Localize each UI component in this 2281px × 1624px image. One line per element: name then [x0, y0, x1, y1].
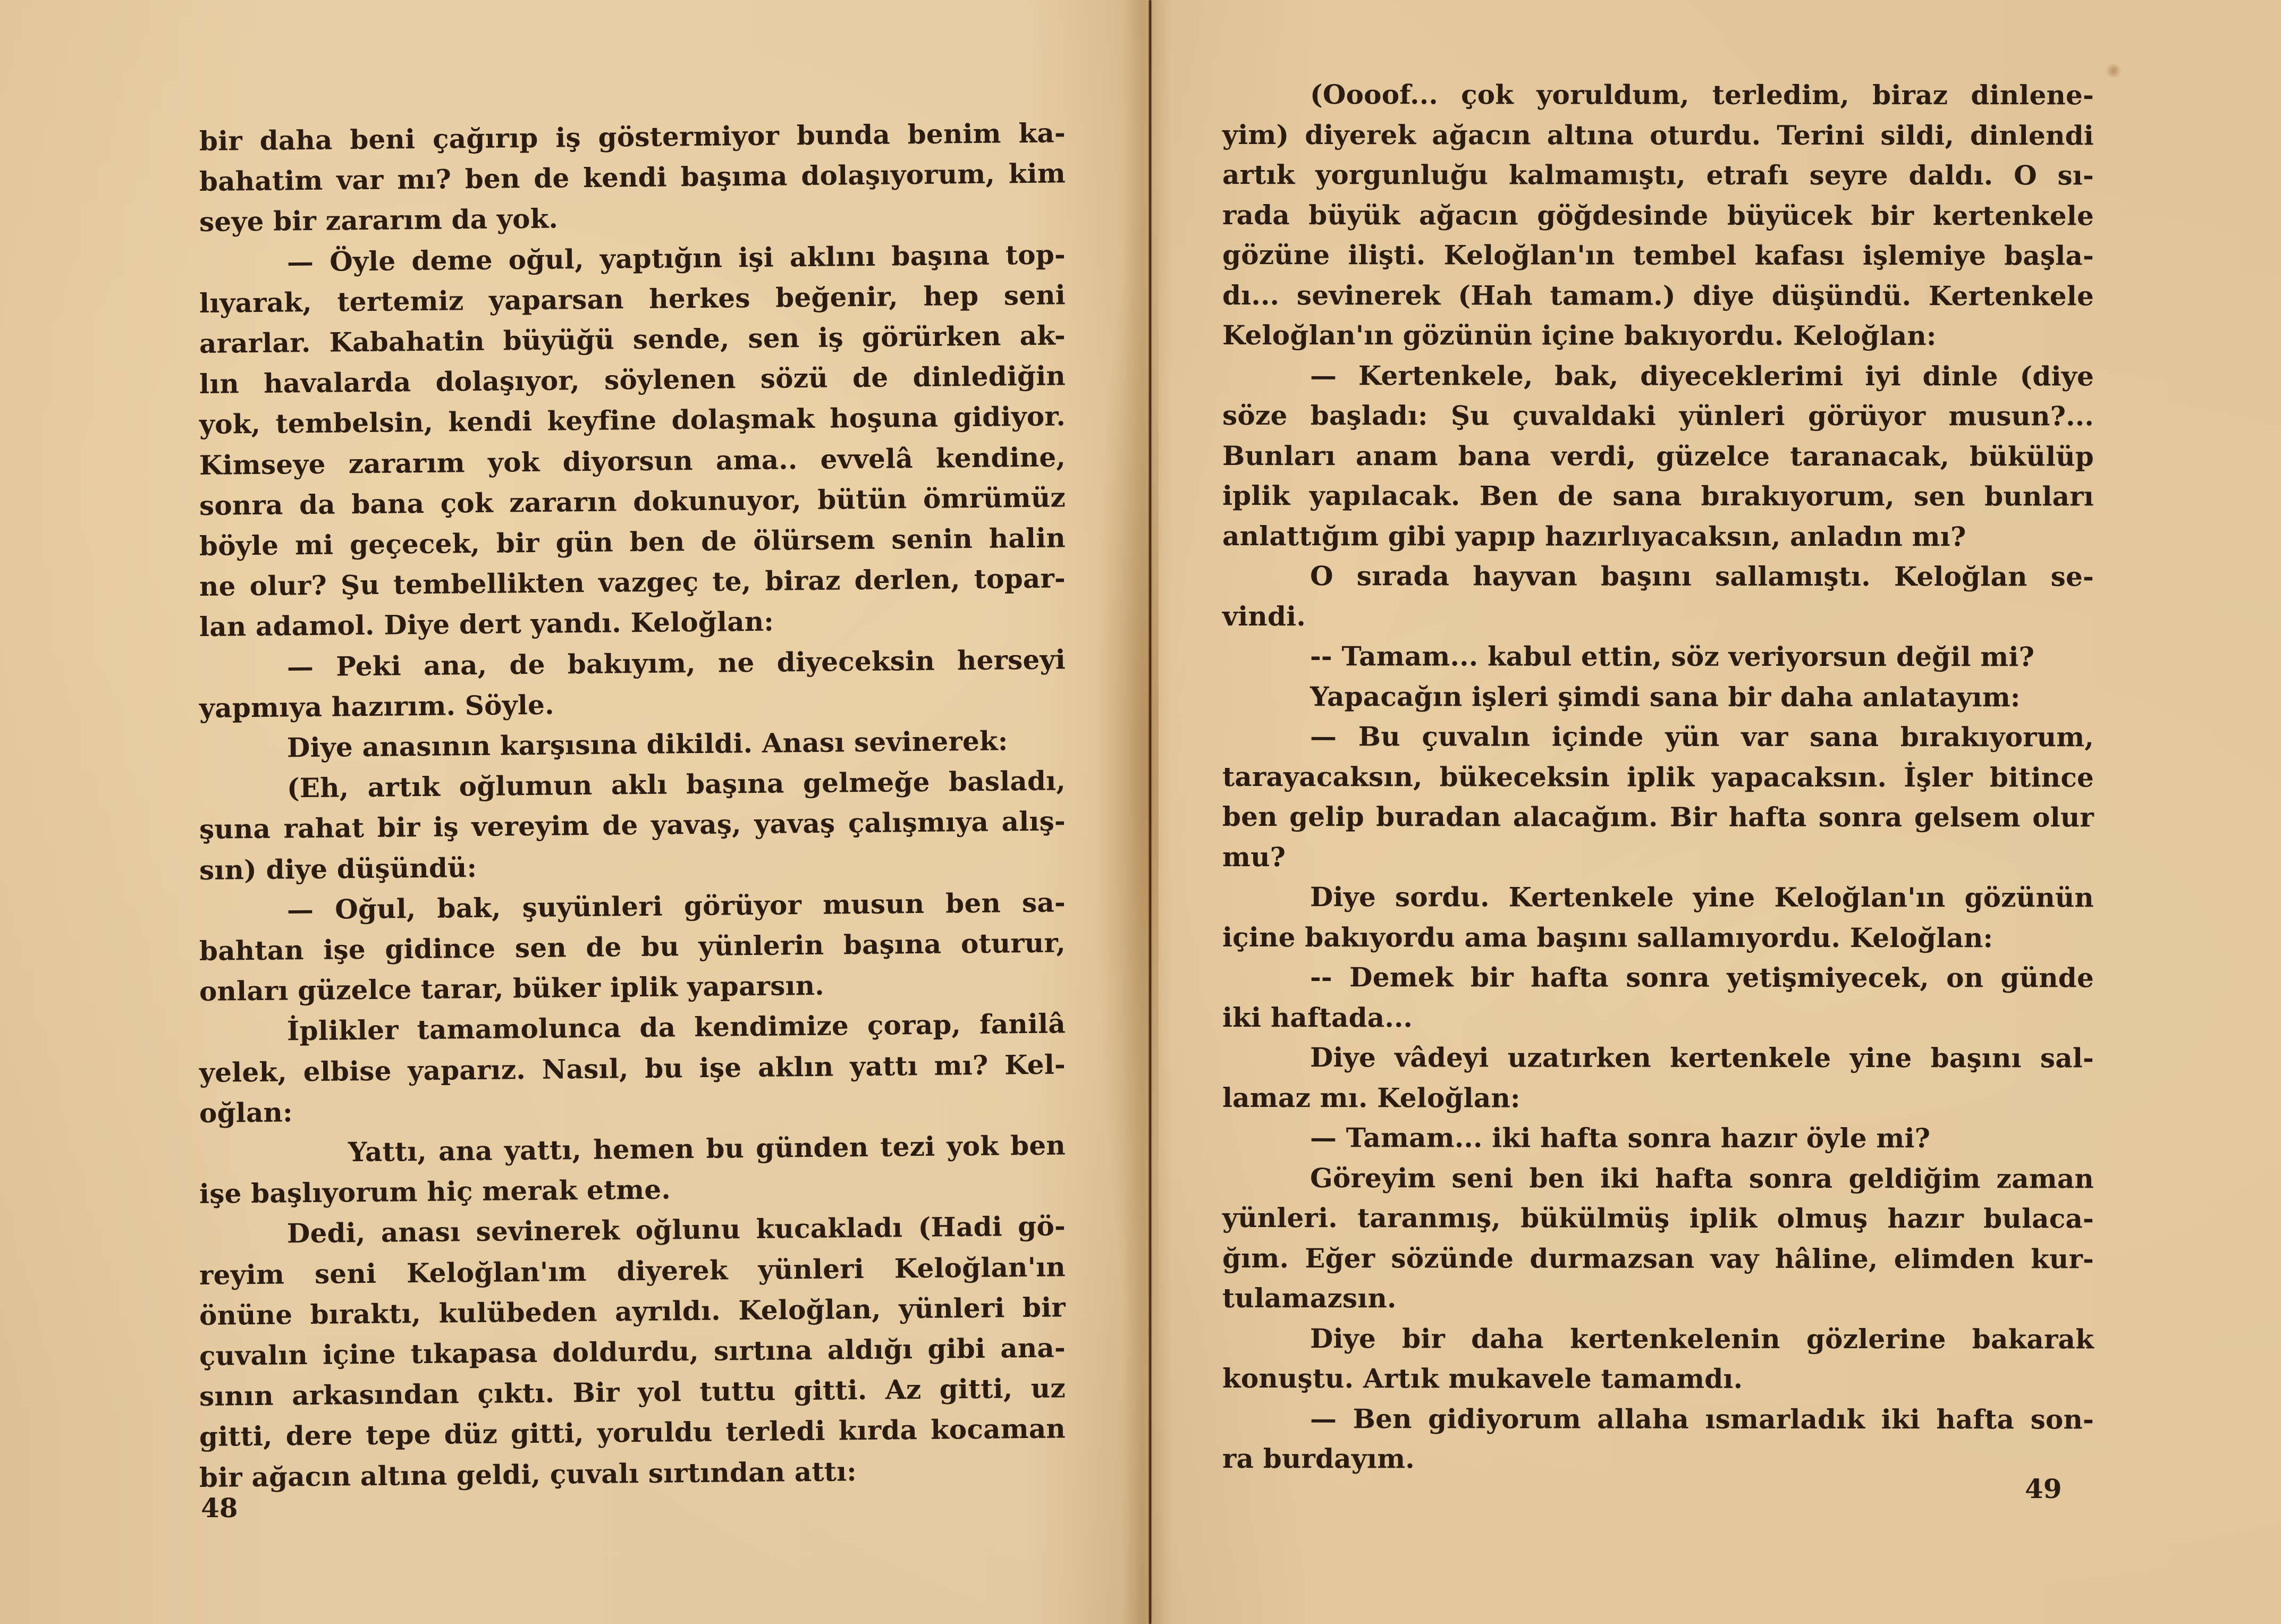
- text-line: — Peki ana, de bakıyım, ne diyeceksin herseyi: [286, 643, 1066, 683]
- page-number-left: 48: [201, 1492, 238, 1524]
- text-line: dı... sevinerek (Hah tamam.) diye düşündü. Kertenkele: [1222, 279, 2094, 311]
- right-page: [1222, 0, 2094, 1624]
- text-line: gitti, dere tepe düz gitti, yoruldu terledi kırda kocaman: [199, 1412, 1066, 1453]
- text-line: lın havalarda dolaşıyor, söylenen sözü de dinlediğin: [199, 360, 1066, 400]
- text-line: konuştu. Artık mukavele tamamdı.: [1222, 1363, 1743, 1394]
- text-line: önüne bıraktı, kulübeden ayrıldı. Keloğlan, yünleri bir: [199, 1291, 1066, 1331]
- text-line: lan adamol. Diye dert yandı. Keloğlan:: [199, 606, 774, 643]
- text-line: yok, tembelsin, kendi keyfine dolaşmak hoşuna gidiyor.: [199, 400, 1066, 441]
- text-line: Bunları anam bana verdi, güzelce taranacak, bükülüp: [1222, 439, 2094, 472]
- text-line: böyle mi geçecek, bir gün ben de ölürsem senin halin: [199, 522, 1066, 562]
- text-line: Yattı, ana yattı, hemen bu günden tezi yok ben: [348, 1129, 1066, 1168]
- text-line: mu?: [1222, 841, 1286, 873]
- text-line: ararlar. Kabahatin büyüğü sende, sen iş görürken ak-: [199, 319, 1066, 359]
- text-line: işe başlıyorum hiç merak etme.: [199, 1173, 671, 1210]
- paper-stain: [2105, 64, 2123, 78]
- text-line: O sırada hayvan başını sallamıştı. Keloğlan se-: [1310, 560, 2094, 593]
- text-line: onları güzelce tarar, büker iplik yaparsın.: [199, 969, 825, 1008]
- text-line: ne olur? Şu tembellikten vazgeç te, biraz derlen, topar-: [199, 562, 1066, 603]
- text-line: — Tamam... iki hafta sonra hazır öyle mi?: [1310, 1122, 1931, 1154]
- text-line: sonra da bana çok zararın dokunuyor, bütün ömrümüz: [199, 481, 1066, 521]
- text-line: Diye bir daha kertenkelenin gözlerine bakarak: [1310, 1322, 2094, 1355]
- text-line: anlattığım gibi yapıp hazırlıyacaksın, anladın mı?: [1222, 520, 1966, 552]
- text-line: iplik yapılacak. Ben de sana bırakıyorum, sen bunları: [1222, 480, 2094, 512]
- text-line: tarayacaksın, bükeceksin iplik yapacaksın. İşler bitince: [1222, 760, 2094, 793]
- text-line: oğlan:: [199, 1096, 293, 1129]
- text-line: lıyarak, tertemiz yaparsan herkes beğenir, hep seni: [199, 279, 1066, 319]
- text-line: bir daha beni çağırıp iş göstermiyor bunda benim ka-: [199, 117, 1066, 157]
- text-line: yünleri. taranmış, bükülmüş iplik olmuş hazır bulaca-: [1222, 1202, 2094, 1234]
- text-line: — Oğul, bak, şuyünleri görüyor musun ben sa-: [286, 886, 1066, 926]
- text-line: ğım. Eğer sözünde durmazsan vay hâline, elimden kur-: [1222, 1242, 2094, 1274]
- text-line: çuvalın içine tıkapasa doldurdu, sırtına aldığı gibi ana-: [199, 1332, 1066, 1372]
- text-line: Keloğlan'ın gözünün içine bakıyordu. Keloğlan:: [1222, 319, 1937, 352]
- text-line: tulamazsın.: [1222, 1282, 1397, 1314]
- text-line: Dedi, anası sevinerek oğlunu kucakladı (Hadi gö-: [286, 1210, 1066, 1249]
- text-line: Yapacağın işleri şimdi sana bir daha anlatayım:: [1310, 680, 2021, 713]
- text-line: ben gelip buradan alacağım. Bir hafta sonra gelsem olur: [1222, 801, 2094, 833]
- text-line: sın) diye düşündü:: [199, 851, 477, 886]
- text-line: rada büyük ağacın göğdesinde büyücek bir kertenkele: [1222, 199, 2094, 231]
- text-line: — Ben gidiyorum allaha ısmarladık iki hafta son-: [1310, 1402, 2094, 1435]
- text-line: — Öyle deme oğul, yaptığın işi aklını başına top-: [286, 238, 1066, 278]
- text-line: Diye anasının karşısına dikildi. Anası sevinerek:: [286, 725, 1008, 764]
- text-line: söze başladı: Şu çuvaldaki yünleri görüyor musun?...: [1222, 400, 2094, 432]
- text-line: vindi.: [1222, 600, 1306, 632]
- text-line: Göreyim seni ben iki hafta sonra geldiğim zaman: [1310, 1162, 2094, 1194]
- text-line: artık yorgunluğu kalmamıştı, etrafı seyre daldı. O sı-: [1222, 159, 2094, 191]
- text-line: yapmıya hazırım. Söyle.: [199, 689, 554, 724]
- text-line: bahtan işe gidince sen de bu yünlerin başına oturur,: [199, 927, 1066, 967]
- text-line: gözüne ilişti. Keloğlan'ın tembel kafası işlemiye başla-: [1222, 239, 2094, 272]
- text-line: yelek, elbise yaparız. Nasıl, bu işe aklın yattı mı? Kel-: [199, 1048, 1066, 1088]
- text-line: reyim seni Keloğlan'ım diyerek yünleri Keloğlan'ın: [199, 1250, 1066, 1291]
- text-line: — Kertenkele, bak, diyeceklerimi iyi dinle (diye: [1310, 359, 2094, 392]
- text-line: Diye sordu. Kertenkele yine Keloğlan'ın gözünün: [1310, 881, 2094, 914]
- text-line: yim) diyerek ağacın altına oturdu. Terini sildi, dinlendi: [1222, 119, 2094, 151]
- text-line: -- Demek bir hafta sonra yetişmiyecek, on günde: [1310, 961, 2094, 994]
- left-page: [199, 0, 1066, 1624]
- page-number-right: 49: [2025, 1473, 2062, 1504]
- text-line: bahatim var mı? ben de kendi başıma dolaşıyorum, kim: [199, 157, 1066, 198]
- text-line: Kimseye zararım yok diyorsun ama.. evvelâ kendine,: [199, 441, 1066, 481]
- text-line: seye bir zararım da yok.: [199, 202, 559, 238]
- text-line: -- Tamam... kabul ettin, söz veriyorsun değil mi?: [1310, 640, 2035, 673]
- text-line: Diye vâdeyi uzatırken kertenkele yine başını sal-: [1310, 1042, 2094, 1074]
- text-line: (Eh, artık oğlumun aklı başına gelmeğe basladı,: [286, 765, 1066, 804]
- text-line: İplikler tamamolunca da kendimize çorap, fanilâ: [286, 1008, 1066, 1047]
- text-line: sının arkasından çıktı. Bir yol tuttu gitti. Az gitti, uz: [199, 1372, 1066, 1412]
- text-line: içine bakıyordu ama başını sallamıyordu. Keloğlan:: [1222, 921, 1993, 953]
- book-gutter: [1148, 0, 1152, 1624]
- text-line: şuna rahat bir iş vereyim de yavaş, yavaş çalışmıya alış-: [199, 805, 1066, 845]
- text-line: iki haftada...: [1222, 1001, 1413, 1033]
- text-line: (Oooof... çok yoruldum, terledim, biraz dinlene-: [1310, 79, 2094, 111]
- text-line: lamaz mı. Keloğlan:: [1222, 1081, 1520, 1113]
- text-line: bir ağacın altına geldi, çuvalı sırtından attı:: [199, 1455, 857, 1493]
- text-line: ra burdayım.: [1222, 1443, 1415, 1475]
- text-line: — Bu çuvalın içinde yün var sana bırakıyorum,: [1310, 721, 2094, 753]
